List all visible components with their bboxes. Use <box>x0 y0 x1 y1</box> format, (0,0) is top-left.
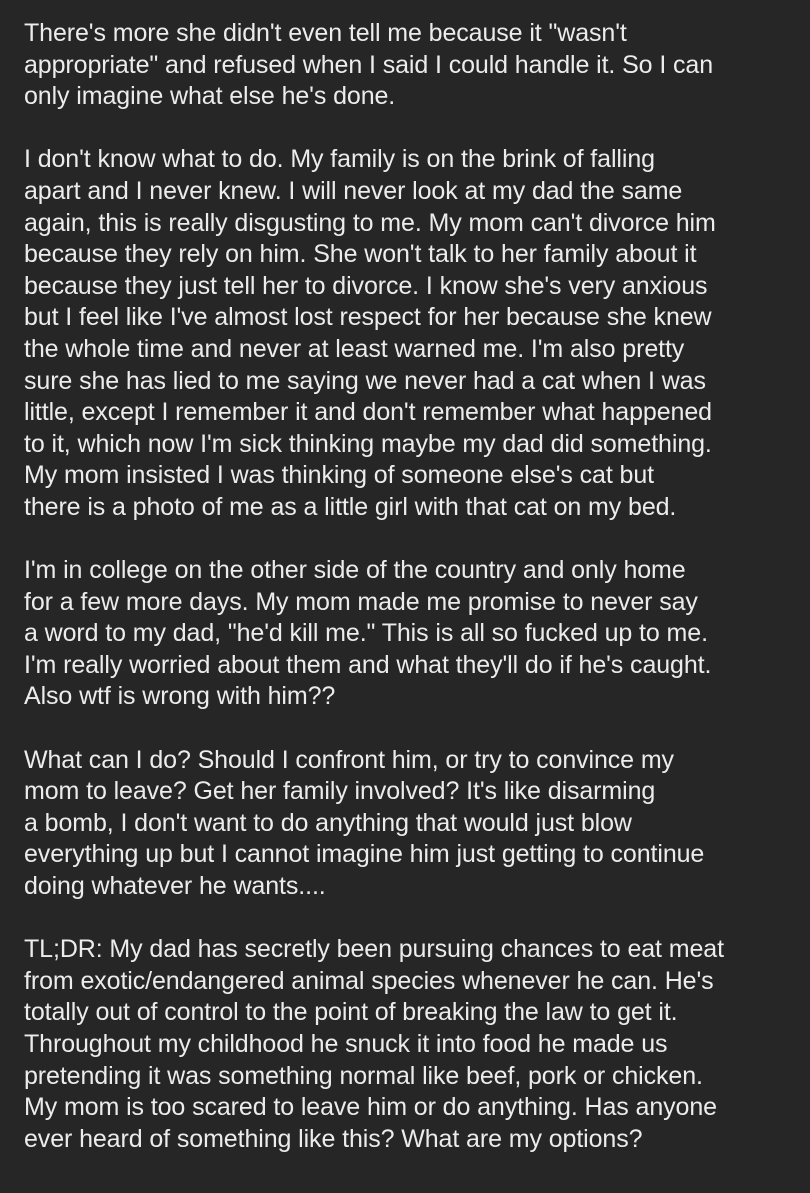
post-paragraph <box>24 934 800 1155</box>
post-text-line: apart and I never knew. I will never look at my dad the same <box>24 176 683 205</box>
post-text-line: My mom insisted I was thinking of someone else's cat but <box>24 461 655 490</box>
post-text-line: My mom is too scared to leave him or do anything. Has anyone <box>24 1093 717 1122</box>
post-body <box>24 18 800 1187</box>
post-text-line: a bomb, I don't want to do anything that would just blow <box>24 808 632 837</box>
post-text-line: appropriate" and refused when I said I could handle it. So I can <box>24 50 714 79</box>
post-text-line: I'm really worried about them and what they'll do if he's caught. <box>24 650 712 679</box>
post-text-line: from exotic/endangered animal species whenever he can. He's <box>24 966 714 995</box>
post-text-line: only imagine what else he's done. <box>24 82 396 111</box>
post-text-line: TL;DR: My dad has secretly been pursuing chances to eat meat <box>24 935 724 964</box>
post-text-line: There's more she didn't even tell me because it "wasn't <box>24 19 627 47</box>
post-text-line: there is a photo of me as a little girl with that cat on my bed. <box>24 492 677 521</box>
post-text-line: doing whatever he wants.... <box>24 872 326 901</box>
post-text-line: because they just tell her to divorce. I know she's very anxious <box>24 271 708 300</box>
post-text-line: sure she has lied to me saying we never had a cat when I was <box>24 366 706 395</box>
post-text-line: I don't know what to do. My family is on the brink of falling <box>24 145 655 174</box>
post-text-line: What can I do? Should I confront him, or try to convince my <box>24 745 674 774</box>
post-paragraph <box>24 745 800 903</box>
post-text-line: because they rely on him. She won't talk to her family about it <box>24 240 697 269</box>
post-text-line: to it, which now I'm sick thinking maybe my dad did something. <box>24 429 712 458</box>
post-text-line: mom to leave? Get her family involved? It's like disarming <box>24 777 656 806</box>
post-text-line: Throughout my childhood he snuck it into food he made us <box>24 1030 668 1058</box>
post-text-line: again, this is really disgusting to me. My mom can't divorce him <box>24 208 716 237</box>
post-text-line: but I feel like I've almost lost respect for her because she knew <box>24 303 712 332</box>
post-text-line: totally out of control to the point of breaking the law to get it. <box>24 998 678 1027</box>
post-paragraph <box>24 144 800 523</box>
post-text-line: for a few more days. My mom made me promise to never say <box>24 587 698 616</box>
post-text-line: I'm in college on the other side of the country and only home <box>24 556 686 585</box>
post-text-line: pretending it was something normal like beef, pork or chicken. <box>24 1061 703 1090</box>
post-text-line: a word to my dad, "he'd kill me." This is all so fucked up to me. <box>24 619 708 648</box>
post-text-line: ever heard of something like this? What are my options? <box>24 1124 643 1153</box>
post-paragraph <box>24 555 800 713</box>
post-text-line: little, except I remember it and don't remember what happened <box>24 398 712 427</box>
post-text-line: the whole time and never at least warned me. I'm also pretty <box>24 334 685 363</box>
post-paragraph <box>24 18 800 113</box>
post-text-line: everything up but I cannot imagine him just getting to continue <box>24 840 705 869</box>
post-text-line: Also wtf is wrong with him?? <box>24 682 336 711</box>
